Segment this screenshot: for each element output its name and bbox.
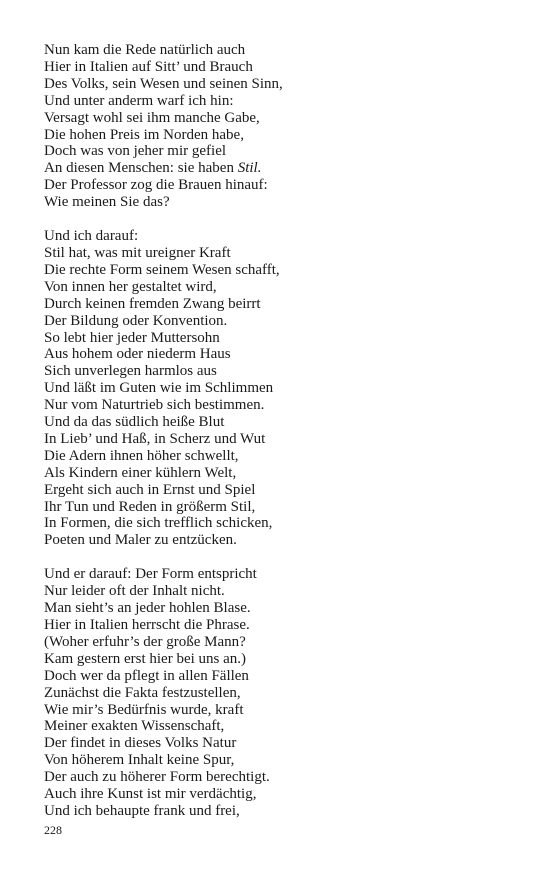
poem-line: Aus hohem oder niederm Haus <box>44 346 231 363</box>
poem-line: Die Adern ihnen höher schwellt, <box>44 447 239 464</box>
poem-line: So lebt hier jeder Muttersohn <box>44 329 220 346</box>
poem-line: Durch keinen fremden Zwang beirrt <box>44 295 261 312</box>
poem-line: Meiner exakten Wissenschaft, <box>44 718 225 735</box>
poem-line: In Lieb’ und Haß, in Scherz und Wut <box>44 430 266 447</box>
poem-line: Poeten und Maler zu entzücken. <box>44 532 237 549</box>
poem-line: Nur vom Naturtrieb sich bestimmen. <box>44 397 265 414</box>
poem-line: Wie mir’s Bedürfnis wurde, kraft <box>44 701 244 718</box>
poem-line: Ergeht sich auch in Ernst und Spiel <box>44 481 256 498</box>
poem-line: Der Bildung oder Konvention. <box>44 312 228 329</box>
poem-line: Doch wer da pflegt in allen Fällen <box>44 667 249 684</box>
poem-line: Die rechte Form seinem Wesen schafft, <box>44 261 280 278</box>
poem-line: Zunächst die Fakta festzustellen, <box>44 684 241 701</box>
poem-line: Man sieht’s an jeder hohlen Blase. <box>44 600 251 617</box>
poem-line: Als Kindern einer kühlern Welt, <box>44 464 237 481</box>
poem-line: Hier in Italien herrscht die Phrase. <box>44 617 250 633</box>
poem-line: Sich unverlegen harmlos aus <box>44 363 217 380</box>
poem-line: Und läßt im Guten wie im Schlimmen <box>44 380 274 397</box>
poem-line: Und unter anderm warf ich hin: <box>44 92 234 109</box>
poem-line: Doch was von jeher mir gefiel <box>44 143 227 160</box>
poem-line: (Woher erfuhr’s der große Mann? <box>44 633 246 650</box>
poem-line: Kam gestern erst hier bei uns an.) <box>44 650 247 667</box>
poem-text <box>44 42 514 837</box>
poem-line: Und ich darauf: <box>44 228 139 245</box>
stanza-2 <box>44 228 514 549</box>
poem-line <box>44 160 514 177</box>
poem-line: Des Volks, sein Wesen und seinen Sinn, <box>44 75 283 92</box>
poem-line: Auch ihre Kunst ist mir verdächtig, <box>44 786 257 803</box>
emphasized-word: Stil. <box>237 160 262 177</box>
poem-line: Von innen her gestaltet wird, <box>44 278 217 295</box>
page-number: 228 <box>44 823 62 837</box>
poem-line: Der auch zu höherer Form berechtigt. <box>44 769 270 786</box>
poem-line: Wie meinen Sie das? <box>44 194 170 211</box>
poem-line: Der findet in dieses Volks Natur <box>44 735 237 752</box>
poem-line: Nun kam die Rede natürlich auch <box>44 42 246 58</box>
poem-line: Der Professor zog die Brauen hinauf: <box>44 177 268 194</box>
poem-line: Die hohen Preis im Norden habe, <box>44 126 244 143</box>
poem-line: Und da das südlich heiße Blut <box>44 414 225 431</box>
poem-line: Und er darauf: Der Form entspricht <box>44 566 257 583</box>
line-text: An diesen Menschen: sie haben <box>44 160 238 177</box>
poem-line: Nur leider oft der Inhalt nicht. <box>44 583 225 600</box>
poem-line: Stil hat, was mit ureigner Kraft <box>44 244 231 261</box>
poem-line: Und ich behaupte frank und frei, <box>44 802 240 819</box>
stanza-3 <box>44 566 514 820</box>
poem-line: Versagt wohl sei ihm manche Gabe, <box>44 109 260 126</box>
stanza-1 <box>44 42 514 211</box>
poem-line: In Formen, die sich trefflich schicken, <box>44 515 273 532</box>
poem-line: Von höherem Inhalt keine Spur, <box>44 752 235 769</box>
poem-line: Hier in Italien auf Sitt’ und Brauch <box>44 58 253 75</box>
poem-line: Ihr Tun und Reden in größerm Stil, <box>44 498 256 515</box>
